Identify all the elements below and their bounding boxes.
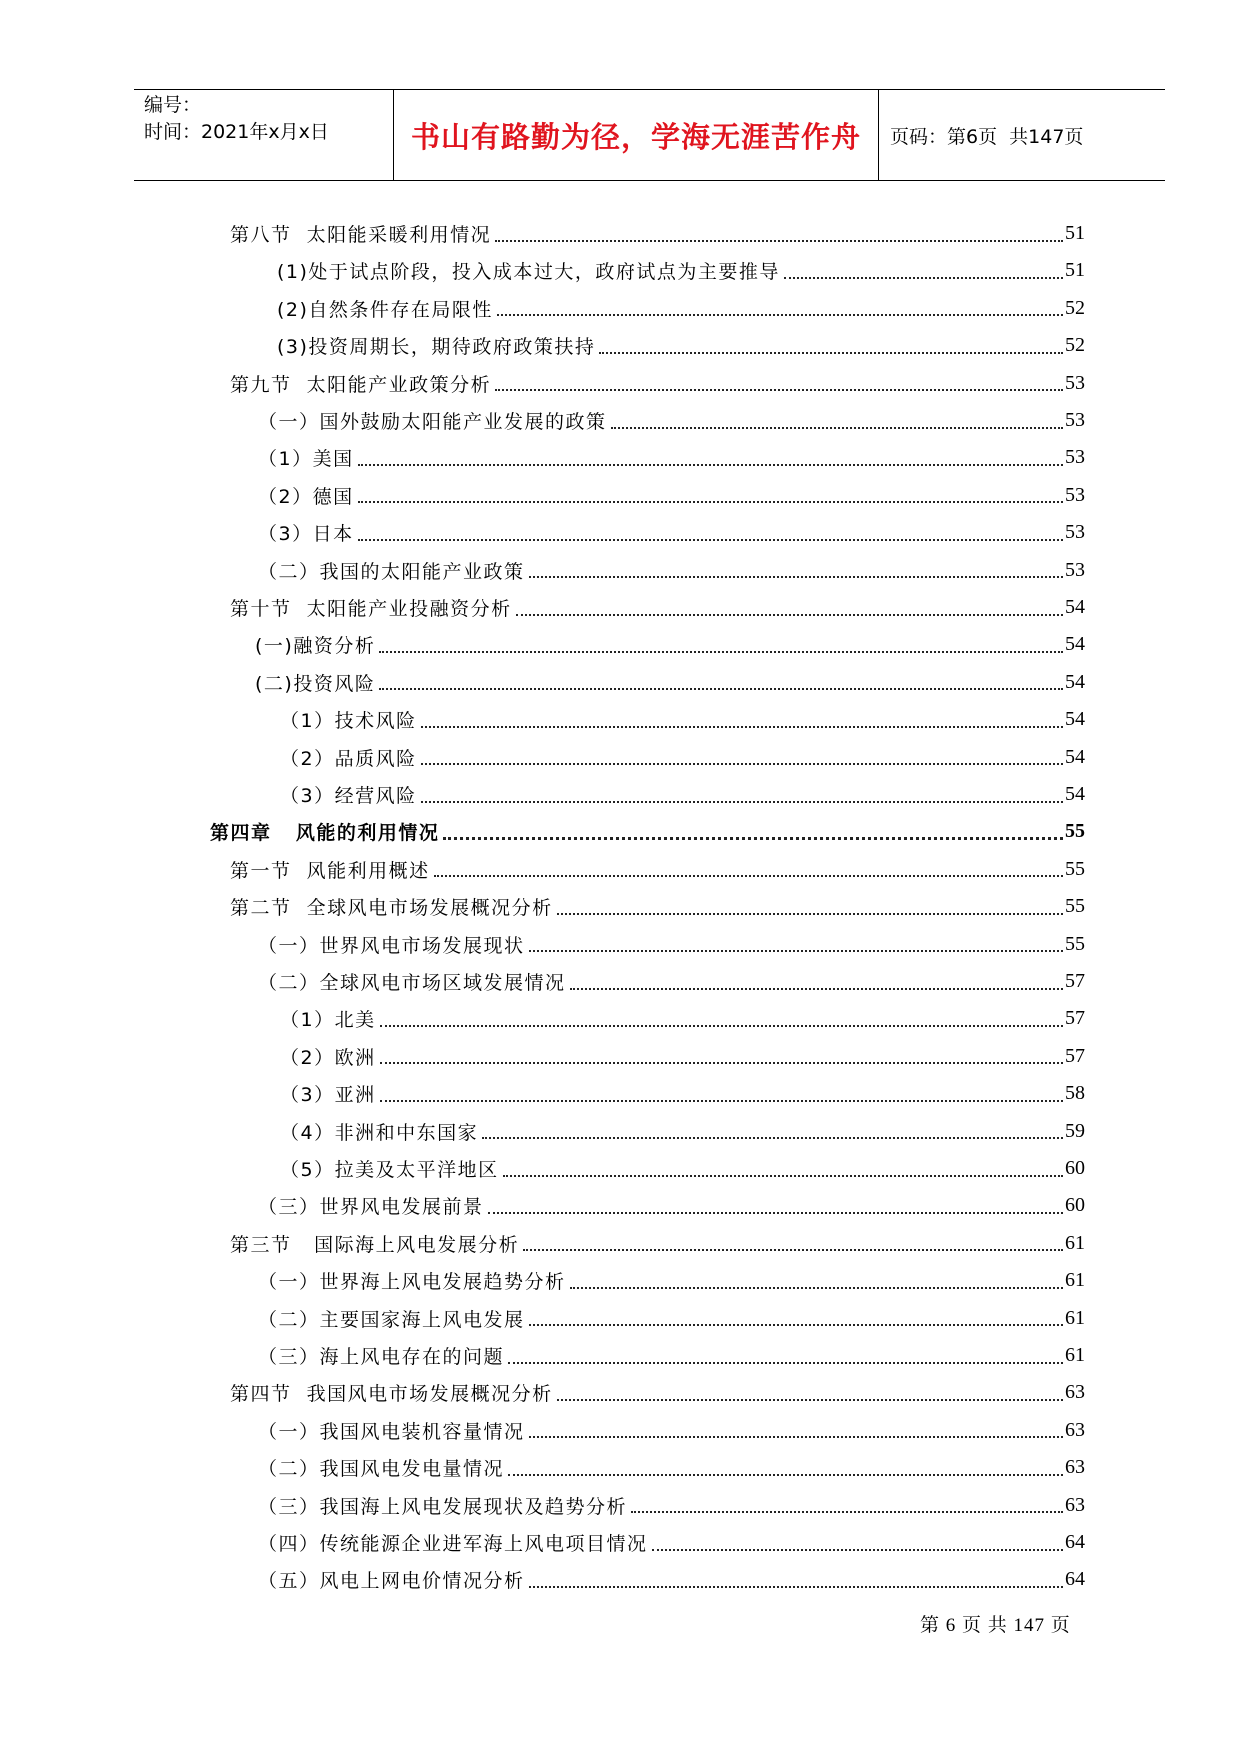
- toc-entry-page: 53: [1065, 558, 1085, 581]
- toc-leader-dots: [784, 277, 1063, 279]
- toc-entry[interactable]: [0, 776, 1085, 813]
- toc-entry[interactable]: [0, 963, 1085, 1000]
- toc-entry-page: 59: [1065, 1119, 1085, 1142]
- toc-leader-dots: [529, 1324, 1063, 1326]
- toc-entry-page: 61: [1065, 1231, 1085, 1254]
- toc-entry[interactable]: [0, 1449, 1085, 1486]
- toc-entry-page: 57: [1065, 970, 1085, 992]
- toc-entry-title: （三）海上风电存在的问题: [258, 1346, 505, 1368]
- toc-entry-title: （二）我国风电发电量情况: [258, 1458, 505, 1481]
- toc-entry-title: （五）风电上网电价情况分析: [258, 1570, 525, 1593]
- toc-leader-dots: [631, 1511, 1063, 1513]
- toc-entry-page: 61: [1065, 1306, 1085, 1329]
- toc-leader-dots: [358, 539, 1063, 541]
- header-divider: [878, 90, 879, 180]
- toc-entry[interactable]: [0, 813, 1085, 850]
- toc-entry[interactable]: [0, 589, 1085, 626]
- toc-entry[interactable]: [0, 1000, 1085, 1037]
- toc-leader-dots: [516, 614, 1063, 616]
- toc-entry-page: 55: [1065, 932, 1085, 955]
- toc-entry[interactable]: [0, 290, 1085, 327]
- toc-entry[interactable]: [0, 252, 1085, 289]
- toc-entry-page: 53: [1065, 409, 1085, 431]
- toc-entry[interactable]: [0, 1561, 1085, 1598]
- toc-leader-dots: [570, 1287, 1063, 1289]
- toc-leader-dots: [421, 726, 1063, 728]
- toc-entry-title: （3）经营风险: [280, 785, 417, 807]
- toc-entry-page: 54: [1065, 708, 1085, 731]
- toc-leader-dots: [599, 352, 1063, 354]
- toc-entry-title: （5）拉美及太平洋地区: [280, 1159, 499, 1181]
- toc-entry-title: 第二节 全球风电市场发展概况分析: [230, 897, 553, 920]
- toc-entry[interactable]: [0, 439, 1085, 476]
- toc-leader-dots: [529, 1436, 1063, 1438]
- toc-leader-dots: [421, 763, 1063, 765]
- toc-entry-title: 第四章 风能的利用情况: [210, 822, 440, 845]
- toc-leader-dots: [529, 1586, 1063, 1588]
- toc-entry-title: （三）世界风电发展前景: [258, 1196, 484, 1219]
- toc-entry-title: （2）欧洲: [280, 1046, 376, 1069]
- toc-leader-dots: [380, 1025, 1063, 1027]
- toc-entry-title: 第八节 太阳能采暖利用情况: [230, 224, 492, 246]
- toc-entry-page: 57: [1065, 1044, 1085, 1067]
- toc-entry-title: (1)处于试点阶段，投入成本过大，政府试点为主要推导: [277, 261, 780, 284]
- toc-entry-page: 58: [1065, 1082, 1085, 1105]
- toc-entry[interactable]: [0, 1487, 1085, 1524]
- toc-leader-dots: [557, 913, 1063, 915]
- toc-entry-title: （3）日本: [258, 523, 354, 546]
- toc-entry[interactable]: [0, 1374, 1085, 1411]
- toc-leader-dots: [523, 1249, 1063, 1251]
- toc-entry-page: 63: [1065, 1456, 1085, 1479]
- toc-leader-dots: [529, 950, 1063, 952]
- toc-entry[interactable]: [0, 1075, 1085, 1112]
- toc-entry-page: 60: [1065, 1157, 1085, 1179]
- toc-entry[interactable]: [0, 851, 1085, 888]
- toc-leader-dots: [495, 240, 1063, 242]
- toc-leader-dots: [557, 1399, 1063, 1401]
- toc-entry[interactable]: [0, 1412, 1085, 1449]
- toc-entry-page: 64: [1065, 1531, 1085, 1553]
- toc-entry[interactable]: [0, 926, 1085, 963]
- toc-entry[interactable]: [0, 626, 1085, 663]
- toc-entry-page: 63: [1065, 1418, 1085, 1441]
- toc-entry-title: 第三节 国际海上风电发展分析: [230, 1233, 520, 1256]
- toc-entry-page: 51: [1065, 259, 1085, 282]
- toc-entry-page: 63: [1065, 1493, 1085, 1516]
- toc-entry-page: 61: [1065, 1344, 1085, 1366]
- header-time-label: 时间：2021年x月x日: [144, 121, 329, 143]
- toc-entry-title: （二）全球风电市场区域发展情况: [258, 972, 566, 994]
- toc-entry-page: 53: [1065, 521, 1085, 544]
- toc-entry-title: （三）我国海上风电发展现状及趋势分析: [258, 1495, 628, 1518]
- toc-leader-dots: [529, 576, 1063, 578]
- toc-leader-dots: [358, 501, 1063, 503]
- toc-entry-page: 64: [1065, 1568, 1085, 1591]
- toc-entry-title: 第九节 太阳能产业政策分析: [230, 373, 492, 396]
- toc-entry-page: 55: [1065, 895, 1085, 918]
- toc-entry-page: 55: [1065, 820, 1085, 843]
- toc-entry-title: （一）我国风电装机容量情况: [258, 1420, 525, 1443]
- header-meta: [144, 92, 394, 178]
- toc-entry-page: 54: [1065, 670, 1085, 693]
- toc-entry[interactable]: [0, 365, 1085, 402]
- header-slogan: 书山有路勤为径，学海无涯苦作舟: [410, 119, 861, 154]
- toc-entry-title: （1）北美: [280, 1009, 376, 1032]
- toc-leader-dots: [488, 1212, 1063, 1214]
- toc-entry-title: （一）世界风电市场发展现状: [258, 934, 525, 957]
- toc-entry-title: （3）亚洲: [280, 1084, 376, 1107]
- toc-entry-title: (一)融资分析: [255, 635, 376, 658]
- toc-leader-dots: [497, 314, 1063, 316]
- toc-entry-page: 61: [1065, 1269, 1085, 1292]
- toc-entry-title: （一）世界海上风电发展趋势分析: [258, 1271, 566, 1294]
- toc-entry[interactable]: [0, 1113, 1085, 1150]
- toc-entry[interactable]: [0, 1038, 1085, 1075]
- toc-entry-page: 54: [1065, 745, 1085, 768]
- toc-entry[interactable]: [0, 552, 1085, 589]
- toc-entry-page: 53: [1065, 371, 1085, 394]
- toc-entry-page: 57: [1065, 1007, 1085, 1030]
- toc-entry[interactable]: [0, 888, 1085, 925]
- toc-entry-title: （1）美国: [258, 448, 354, 471]
- toc-leader-dots: [443, 837, 1063, 840]
- header-number-label: 编号：: [144, 94, 202, 116]
- toc-leader-dots: [380, 1100, 1063, 1102]
- toc-entry[interactable]: [0, 1300, 1085, 1337]
- toc-entry-page: 52: [1065, 296, 1085, 319]
- toc-entry-page: 54: [1065, 783, 1085, 805]
- toc-entry[interactable]: [0, 1187, 1085, 1224]
- toc-entry[interactable]: [0, 327, 1085, 364]
- toc-entry-title: （四）传统能源企业进军海上风电项目情况: [258, 1533, 648, 1555]
- toc-entry[interactable]: [0, 215, 1085, 252]
- toc-entry-page: 54: [1065, 633, 1085, 656]
- toc-entry-page: 53: [1065, 446, 1085, 469]
- toc-entry-title: （4）非洲和中东国家: [280, 1121, 479, 1144]
- toc-entry-title: 第四节 我国风电市场发展概况分析: [230, 1383, 553, 1406]
- toc-entry-title: （一）国外鼓励太阳能产业发展的政策: [258, 411, 607, 433]
- toc-entry-page: 60: [1065, 1194, 1085, 1217]
- toc-leader-dots: [652, 1549, 1063, 1551]
- toc-entry-page: 54: [1065, 596, 1085, 618]
- toc-entry-page: 63: [1065, 1381, 1085, 1404]
- toc-entry-title: （二）我国的太阳能产业政策: [258, 560, 525, 583]
- page-header: [134, 89, 1165, 181]
- toc-entry-title: （二）主要国家海上风电发展: [258, 1308, 525, 1331]
- toc-entry[interactable]: [0, 1337, 1085, 1374]
- toc-entry[interactable]: [0, 1262, 1085, 1299]
- toc-leader-dots: [482, 1137, 1063, 1139]
- toc-leader-dots: [358, 464, 1063, 466]
- toc-entry[interactable]: [0, 1150, 1085, 1187]
- toc-leader-dots: [570, 988, 1063, 990]
- toc-leader-dots: [379, 688, 1063, 690]
- toc-entry[interactable]: [0, 701, 1085, 738]
- toc-entry[interactable]: [0, 1524, 1085, 1561]
- toc-leader-dots: [380, 1062, 1063, 1064]
- toc-entry-title: （2）品质风险: [280, 747, 417, 770]
- toc-entry[interactable]: [0, 402, 1085, 439]
- toc-entry-page: 55: [1065, 857, 1085, 880]
- toc-leader-dots: [508, 1362, 1063, 1364]
- toc-entry[interactable]: [0, 514, 1085, 551]
- toc-leader-dots: [434, 875, 1063, 877]
- toc-leader-dots: [495, 389, 1063, 391]
- toc-entry-page: 51: [1065, 222, 1085, 244]
- toc-entry-page: 52: [1065, 334, 1085, 357]
- toc-entry[interactable]: [0, 739, 1085, 776]
- toc-leader-dots: [611, 427, 1063, 429]
- toc-entry[interactable]: [0, 1225, 1085, 1262]
- toc-entry-page: 53: [1065, 483, 1085, 506]
- toc-entry[interactable]: [0, 477, 1085, 514]
- toc-leader-dots: [421, 801, 1063, 803]
- toc-entry-title: (2)自然条件存在局限性: [277, 298, 493, 321]
- header-page-info: 页码：第6页 共147页: [890, 125, 1084, 148]
- toc-entry-title: （1）技术风险: [280, 710, 417, 733]
- toc-entry-title: 第十节 太阳能产业投融资分析: [230, 598, 512, 620]
- page-footer: 第 6 页 共 147 页: [920, 1615, 1071, 1636]
- toc-entry-title: （2）德国: [258, 485, 354, 508]
- toc-leader-dots: [503, 1175, 1063, 1177]
- toc-entry-title: (3)投资周期长，期待政府政策扶持: [277, 336, 596, 359]
- toc-entry-title: 第一节 风能利用概述: [230, 859, 430, 882]
- toc-entry-title: (二)投资风险: [255, 672, 376, 695]
- toc-leader-dots: [508, 1474, 1063, 1476]
- toc-leader-dots: [379, 651, 1063, 653]
- toc-entry[interactable]: [0, 664, 1085, 701]
